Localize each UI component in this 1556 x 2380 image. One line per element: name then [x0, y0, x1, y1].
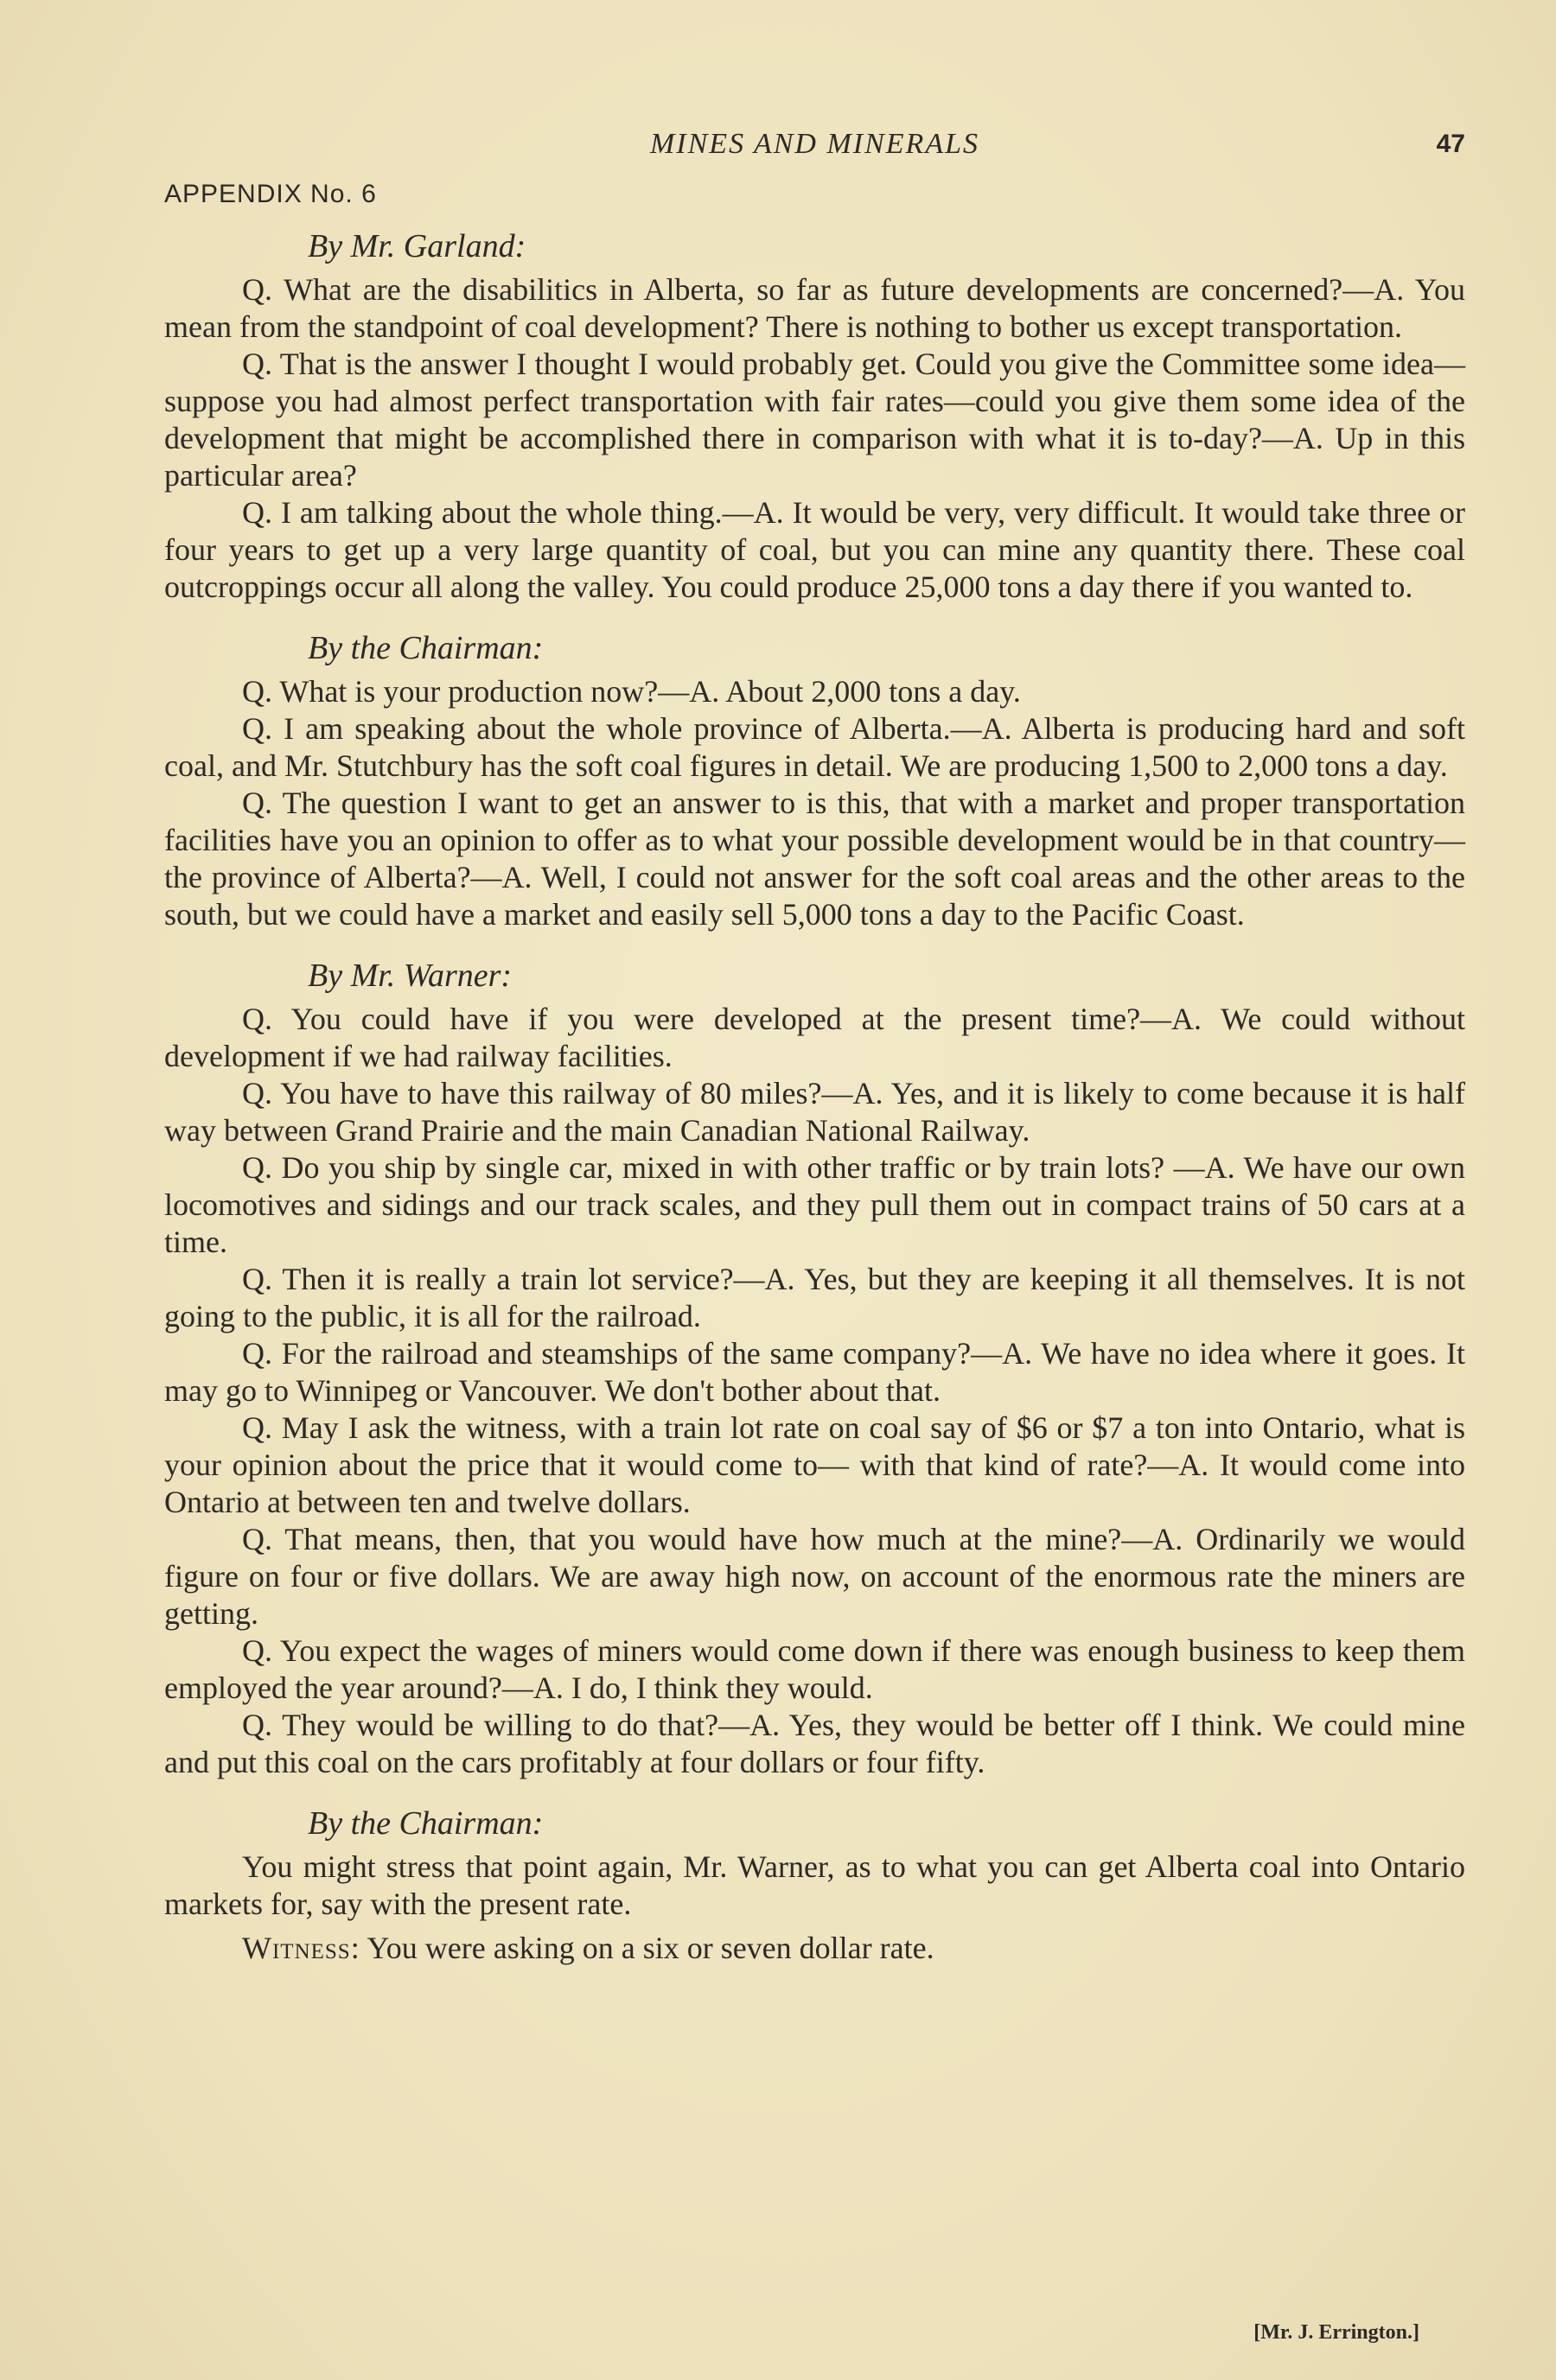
speaker-heading: By Mr. Warner:	[308, 958, 513, 994]
speaker-heading: By Mr. Garland:	[308, 228, 526, 264]
paragraph: Q. For the railroad and steamships of the same company?—A. We have no idea where it goes. It may go to Winnipeg or Vancouver. We don't bother about that.	[164, 1336, 1465, 1408]
paragraph: Q. You expect the wages of miners would come down if there was enough business to keep them employed the year around?—A. I do, I think they would.	[164, 1633, 1465, 1705]
paragraph: Q. That means, then, that you would have how much at the mine?—A. Ordinarily we would figure on four or five dollars. We are away high now, on account of the enormous rate the miners are getting.	[164, 1522, 1465, 1631]
section-chairman-1	[164, 628, 1465, 933]
appendix-label: APPENDIX No. 6	[164, 180, 377, 208]
paragraph: Q. You have to have this railway of 80 miles?—A. Yes, and it is likely to come because it is half way between Grand Prairie and the main Canadian National Railway.	[164, 1076, 1465, 1148]
paragraph: Q. I am talking about the whole thing.—A. It would be very, very difficult. It would take three or four years to get up a very large quantity of coal, but you can mine any quantity there. These coal outcroppings occur all along the valley. You could produce 25,000 tons a day there if you wanted to.	[164, 495, 1465, 604]
paragraph: Q. I am speaking about the whole province of Alberta.—A. Alberta is producing hard and soft coal, and Mr. Stutchbury has the soft coal figures in detail. We are producing 1,500 to 2,000 tons a day.	[164, 711, 1465, 783]
speaker-attribution: [Mr. J. Errington.]	[1253, 2321, 1419, 2344]
witness-paragraph	[164, 1930, 1465, 1967]
document-body	[164, 226, 1465, 1998]
speaker-heading: By the Chairman:	[308, 1805, 544, 1842]
paragraph: Q. Then it is really a train lot service?—A. Yes, but they are keeping it all themselves. It is not going to the public, it is all for the railroad.	[164, 1262, 1465, 1333]
paragraph: Q. They would be willing to do that?—A. Yes, they would be better off I think. We could mine and put this coal on the cars profitably at four dollars or four fifty.	[164, 1708, 1465, 1779]
section-warner	[164, 956, 1465, 1781]
paragraph: Q. That is the answer I thought I would probably get. Could you give the Committee some idea—suppose you had almost perfect transportation with fair rates—could you give them some idea of the development that might be accomplished there in comparison with what it is to-day?—A. Up in this particular area?	[164, 347, 1465, 493]
witness-text: You were asking on a six or seven dollar rate.	[360, 1931, 934, 1965]
running-title: MINES AND MINERALS	[649, 128, 979, 160]
paragraph: Q. What is your production now?—A. About 2,000 tons a day.	[242, 674, 1021, 709]
section-garland	[164, 226, 1465, 606]
paragraph: Q. May I ask the witness, with a train lot rate on coal say of $6 or $7 a ton into Ontario, what is your opinion about the price that it would come to— with that kind of rate?—A. It would come into Ontario at between ten and twelve dollars.	[164, 1410, 1465, 1519]
paragraph: Q. The question I want to get an answer to is this, that with a market and proper transportation facilities have you an opinion to offer as to what your possible development would be in that country—the province of Alberta?—A. Well, I could not answer for the soft coal areas and the other areas to the south, but we could have a market and easily sell 5,000 tons a day to the Pacific Coast.	[164, 786, 1465, 932]
paragraph: You might stress that point again, Mr. Warner, as to what you can get Alberta coal into Ontario markets for, say with the present rate.	[164, 1849, 1465, 1921]
page-number: 47	[1436, 130, 1465, 158]
running-head	[164, 128, 1465, 164]
paragraph: Q. Do you ship by single car, mixed in with other traffic or by train lots? —A. We have our own locomotives and sidings and our track scales, and they pull them out in compact trains of 50 cars at a time.	[164, 1150, 1465, 1259]
paragraph: Q. You could have if you were developed at the present time?—A. We could without development if we had railway facilities.	[164, 1002, 1465, 1073]
section-chairman-2	[164, 1804, 1465, 1967]
witness-label: Witness:	[242, 1931, 360, 1965]
paragraph: Q. What are the disabilitics in Alberta, so far as future developments are concerned?—A. You mean from the standpoint of coal development? There is nothing to bother us except transportation.	[164, 272, 1465, 344]
speaker-heading: By the Chairman:	[308, 630, 544, 666]
